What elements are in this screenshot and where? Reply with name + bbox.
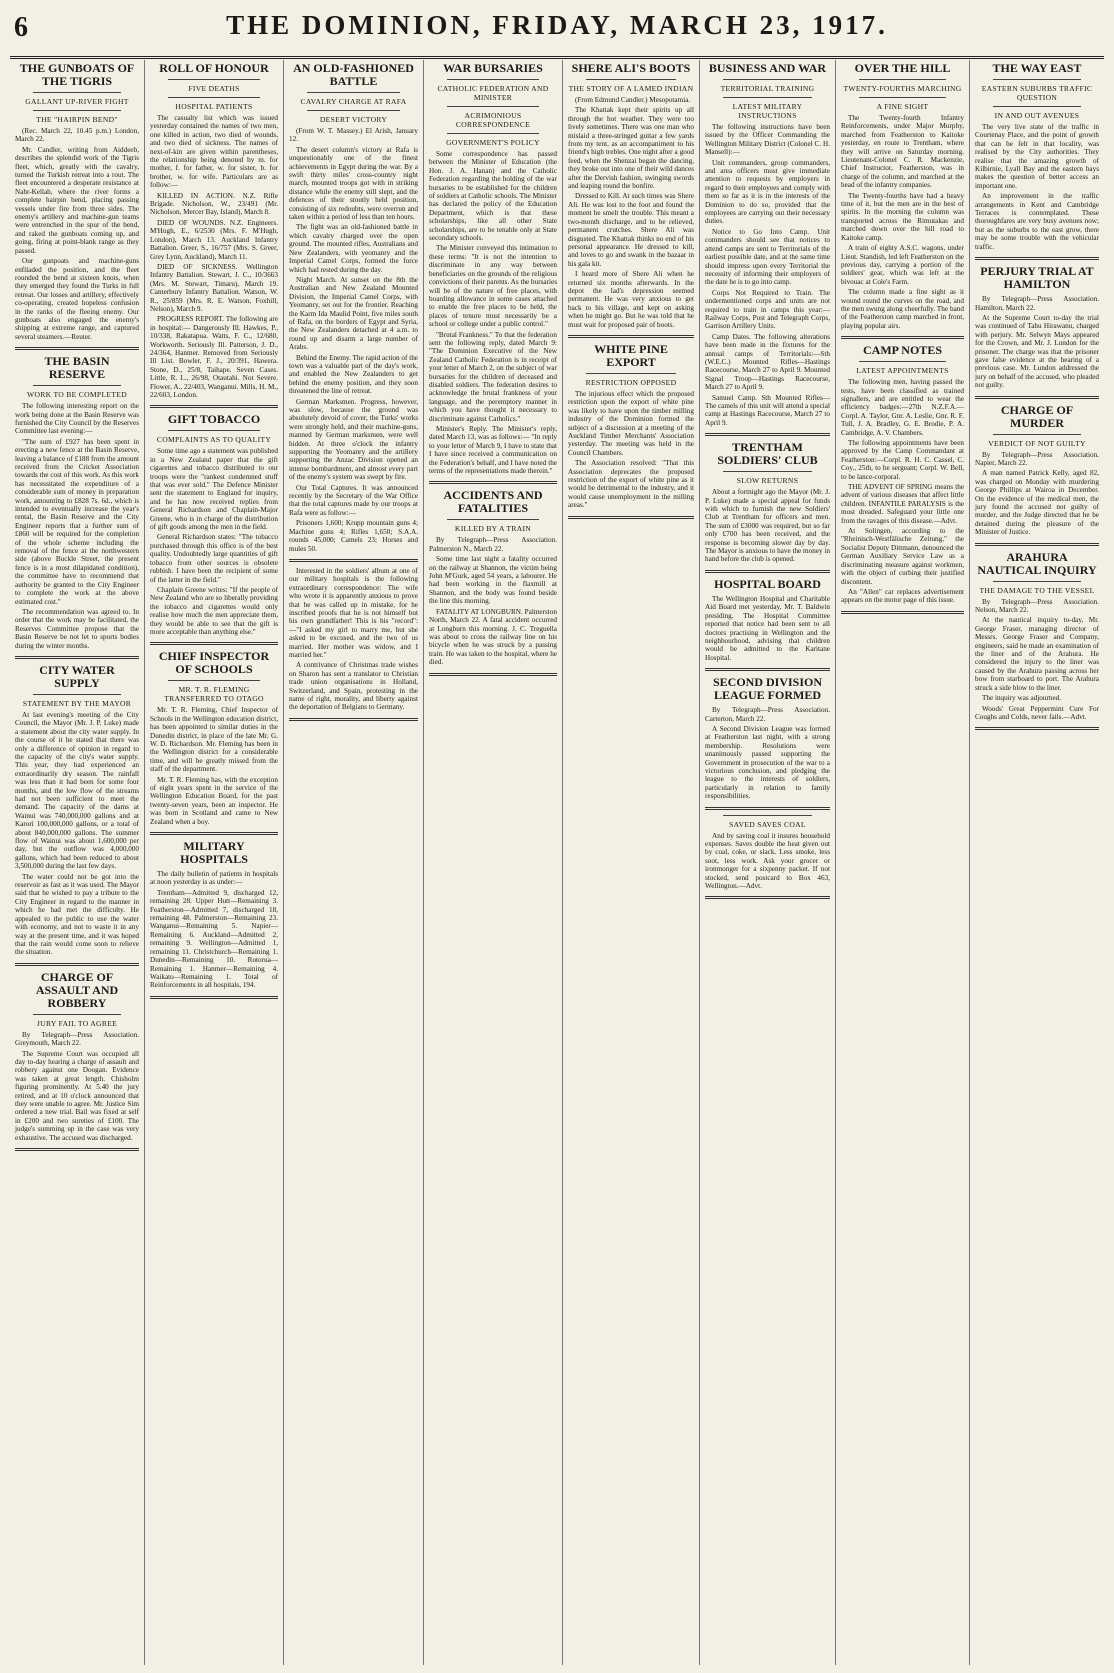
article-separator (568, 335, 694, 338)
article-separator (289, 718, 418, 721)
article-subheadline: CATHOLIC FEDERATION AND MINISTER (437, 84, 549, 102)
article-headline: CITY WATER SUPPLY (39, 662, 115, 690)
divider (447, 519, 539, 520)
article (841, 62, 964, 330)
article-headline: TRENTHAM SOLDIERS' CLUB (717, 440, 818, 468)
article (975, 404, 1099, 537)
article (705, 441, 830, 564)
article-subheadline: LATEST APPOINTMENTS (856, 366, 949, 376)
divider (993, 106, 1081, 107)
article-dateline: By Telegraph—Press Association. Nelson, March 22. (975, 597, 1099, 615)
article-paragraph: Behind the Enemy. The rapid action of the town was a valuable part of the day's work, and enabled the New Zealanders to get behind the enemy position, and they soon threatened the line of retreat. (289, 353, 418, 396)
article-paragraph: DIED OF WOUNDS. N.Z. Engineers. M'Hugh, E., 6/2530 (Mrs. F. M'Hugh, London), March 13. Auckland Infantry Battalion. Greer, S., 16/757 (Mrs. S. Greer, Grey Lynn, Auckland), March 11. (150, 218, 278, 261)
article-paragraph: The inquiry was adjourned. (982, 694, 1062, 703)
article-subheadline: THE DAMAGE TO THE VESSEL (979, 585, 1095, 595)
divider (447, 133, 539, 134)
article-subheadline: TWENTY-FOURTHS MARCHING (843, 84, 962, 93)
article (150, 650, 278, 826)
newspaper-title: THE DOMINION, FRIDAY, MARCH 23, 1917. (226, 10, 888, 40)
divider (723, 815, 812, 816)
article-paragraph: The Twenty-fourth Infantry Reinforcements, under Major Murphy, marched from Featherston to Kaitoke yesterday, en route to Trentham, where they will arrive on Saturday morning. Lieutenant-Colonel C. R. Mackenzie, Chief Instructor, Featherston, was in charge of the column, and marched at the head of the infantry companies. (841, 114, 964, 190)
article (429, 489, 557, 666)
article-subheadline: LATEST MILITARY INSTRUCTIONS (732, 102, 803, 120)
article-separator (568, 516, 694, 519)
article-paragraph: At the Supreme Court to-day the trial was continued of Tahu Hirawanu, charged with perjury. Mr. Selwyn Mays appeared for the Crown, and Mr. J. Lundon for the prisoner. The charge was that the prisoner gave false evidence at the hearing of a previous case. Mr. Lundon addressed the jury on behalf of the accused, who pleaded not guilty. (975, 313, 1099, 390)
article-paragraph: The injurious effect which the proposed restriction upon the export of white pine was likely to have upon the timber milling industry of the Dominion formed the subject of a discussion at a meeting of the Auckland Timber Merchants' Association yesterday. The meeting was held in the Council Chambers. (568, 389, 694, 457)
article-headline: SECOND DIVISION LEAGUE FORMED (712, 675, 823, 703)
article-paragraph: General Richardson states: "The tobacco purchased through this office is of the best quality. Undoubtedly large quantities of gift tobacco from other sources is obsolete rubbish. I have been the recipient of some of the latter in the field." (150, 533, 278, 584)
column-7 (836, 60, 970, 1665)
article-paragraph: Mr. Candler, writing from Aiddeeb, describes the splendid work of the Tigris fleet, which, greatly with the cavalry, turned the Turkish retreat into a rout. The fleet encountered a desperate resistance at Nahr-Kellah, where the river forms a complete hairpin bend, placing passing vessels under fire from three sides. The enemy's artillery and machine-gun teams were entrenched in the spur of the bend, and raked the gunboats coming up, and going, firing at point-blank range as they passed. (15, 145, 139, 255)
article (150, 62, 278, 399)
article-paragraph: Notice to Go Into Camp. Unit commanders should see that notices to attend camps are sent to Territorials of the earliest possible date, and at the same time should impress upon every Territorial the necessity of informing their employers of the date he is to go into camp. (705, 227, 830, 287)
article-subheadline: SLOW RETURNS (736, 476, 799, 486)
article-paragraph: The water could not be got into the reservoir as fast as it was used. The Mayor said that he wished to pay a tribute to the City Engineer in regard to the manner in which he had met the difficulty. He appealed to the public to use the water with economy, and not to waste it in any way at the present time, and it was hoped that the rain would come soon to relieve the situation. (15, 872, 139, 957)
article-separator (841, 611, 964, 614)
article-paragraph: At the nautical inquiry to-day, Mr. George Fraser, managing director of Messrs. George Fraser and Company, engineers, said he made an examination of the liner and of the Arahura. He considered the injury to the liner was caused by the Arahura passing across her bow from starboard to port. The Arahura struck a side blow to the liner. (975, 616, 1099, 692)
article-separator (705, 570, 830, 573)
article-subheadline: JURY FAIL TO AGREE (36, 1018, 118, 1028)
article-paragraph: PROGRESS REPORT. The following are in hospital:— Dangerously Ill. Hawkes, P., 10/338, Rakatapua. Watts, F. C., 12/680, Workworth. Seriously Ill. Patterson, J. D., 24/364, Hanmer. Removed from Seriously Ill List. Bowler, F. J., 20/391, Hawera. Stone, D., 25/8, Taihape. Seven Cases. Little, R. L., 26/98, Otautahi. Not Severe. Flower, A., 22/403, Wanganui. Mills, H. M., 22/603, London. (150, 315, 278, 399)
article-headline: WAR BURSARIES (443, 61, 543, 75)
article-paragraph: Interested in the soldiers' album at one of our military hospitals is the following extraordinary correspondence: The wife who wrote it is apparently anxious to prove that he was called up in mistake, for he inscribed proofs that he is not himself but his own grandfather! This is his "record":—"I asked my girl to marry me, but she asked to be excused, and the two of us married. Her mother was widow, and I married her." (289, 566, 418, 659)
masthead (10, 6, 1104, 59)
article-headline: PERJURY TRIAL AT HAMILTON (980, 264, 1094, 292)
article-headline: AN OLD-FASHIONED BATTLE (293, 61, 414, 88)
article-dateline: By Telegraph—Press Association. Palmerston N., March 22. (429, 536, 557, 553)
article-paragraph: Samuel Camp. Sth Mounted Rifles—The camels of this unit will attend a special camp at Hastings Racecourse, March 27 to April 9. (705, 393, 830, 427)
article-paragraph: Woods' Great Peppermint Cure For Coughs and Colds, never fails.—Advt. (975, 704, 1099, 721)
article (150, 413, 278, 636)
article-paragraph: The fight was an old-fashioned battle in which cavalry charged over the open ground. The mounted rifles, Australians and New Zealanders, with yeomanry and the Imperial Camel Corps, formed the force which had rested during the day. (289, 223, 418, 274)
article (568, 343, 694, 510)
article-separator (705, 807, 830, 810)
divider (447, 106, 539, 107)
article-headline: THE GUNBOATS OF THE TIGRIS (19, 61, 135, 88)
article-subheadline: DESERT VICTORY (319, 115, 388, 124)
divider (168, 430, 260, 431)
article (975, 62, 1099, 251)
article-paragraph: The Supreme Court was occupied all day to-day hearing a charge of assault and robbery against one Doogan. Evidence was taken at great length. Chisholm figuring prominently. At 5.40 the jury retired, and at 10 o'clock announced that they were unable to agree. Mr. Justice Sim ordered a new trial. Bail was fixed at self in £200 and two sureties of £100. The judge's summing up in the case was very exhaustive. The accused was discharged. (15, 1049, 139, 1142)
column-3 (284, 60, 424, 1665)
divider (33, 1014, 121, 1015)
article-subheadline: CAVALRY CHARGE AT RAFA (300, 97, 407, 106)
article-paragraph: German Marksmen. Progress, however, was slow, because the ground was absolutely devoid of cover, the Turks' works were strongly held, and their machine-guns, manned by German marksmen, were well hidden. At three o'clock the infantry supporting the Yeomanry and the artillery supporting the Anzac Division opened an intense bombardment, and almost every part of the enemy's system was swept by fire. (289, 397, 418, 482)
article-paragraph: THE ADVENT OF SPRING means the advent of various diseases that affect little children. INFANTILE PARALYSIS is the most dreaded. Safeguard your little one from the ravages of this disease.—Advt. (841, 483, 964, 525)
article-paragraph: The desert column's victory at Rafa is unquestionably one of the finest achievements in Egypt during the war. By a swift thirty miles' cross-country night march, mounted troops got with in striking distance while the enemy still slept, and the defences of their stoutly held position, consisting of six redoubts, were overrun and taken within a period of less than ten hours. (289, 145, 418, 222)
article-subheadline: VERDICT OF NOT GUILTY (988, 438, 1086, 448)
article-subheadline: STATEMENT BY THE MAYOR (22, 698, 132, 708)
article-headline: CHARGE OF ASSAULT AND ROBBERY (35, 969, 119, 1010)
column-4 (424, 60, 563, 1665)
divider (447, 79, 539, 80)
article-dateline: By Telegraph—Press Association. Hamilton, March 22. (975, 295, 1099, 312)
article-separator (150, 996, 278, 999)
page-columns (10, 60, 1104, 1665)
divider (586, 373, 676, 374)
article-headline: WHITE PINE EXPORT (594, 341, 668, 369)
article-separator (150, 832, 278, 835)
article (289, 62, 418, 553)
article-paragraph: Some time ago a statement was published in a New Zealand paper that the gift cigarettes and tobacco distributed to our troops were the "rankest condemned stuff that was ever sold." The Defence Minister sent the statement to England for inquiry, and he has now received replies from General Richardson and Chaplain-Major Greene, who is in charge of the distribution of gift goods among the men in the field. (150, 447, 278, 532)
article (975, 551, 1099, 722)
article-paragraph: At Solingen, according to the "Rheinisch-Westfälische Zeitung," the Socialist Deputy Dittmann, denounced the German Auxiliary Service Law as a discriminating measure against workmen, with the object of curbing their justified discontent. (841, 527, 964, 586)
article-headline: SHERE ALI'S BOOTS (571, 61, 691, 75)
article-dateline: By Telegraph—Press Association. Carterton, March 22. (705, 706, 830, 723)
article-paragraph: "The sum of £927 has been spent in erecting a new fence at the Basin Reserve, leaving a balance of £188 from the amount received from the Cricket Association towards the cost of this work. As this work has necessitated the expenditure of a considerable sum of money in preparation work, amounting to £828 7s. 6d., which is intended to eventually increase the year's rental, the Basin Reserve and the City Engineer reports that a further sum of £860 will be required for the completion of the whole scheme including the removal of the fence at the northwestern side (above Buckle Street, the present fence is in a most dilapidated condition), the committee have to recommend that authority be granted to the City Engineer to complete the work at the above estimated cost." (15, 437, 139, 606)
article-paragraph: The Wellington Hospital and Charitable Aid Board met yesterday, Mr. T. Baldwin presiding. The Hospital Committee reported that notice had been sent to all doctors practising in Wellington and the neighbourhood, advising that children would be admitted to the Karitane Hospital. (705, 594, 830, 662)
article (150, 840, 278, 990)
article-subheadline: SAVED SAVES COAL (729, 819, 806, 829)
article-headline: HOSPITAL BOARD (714, 576, 821, 591)
article-paragraph: Minister's Reply. The Minister's reply, dated March 13, was as follows:— "In reply to your letter of March 9, I have to state that I have since received a communication on the Federation's behalf, and I have noted the terms of the representations made therein." (429, 425, 557, 476)
article-subheadline: THE "HAIRPIN BEND" (36, 115, 118, 124)
article-paragraph: The following appointments have been approved by the Camp Commandant at Featherston:—Corpl. R. H. C. Cassel, C. Coy., 25th, to be sergeant; Corpl. W. Bell, to be lance-corporal. (841, 439, 964, 481)
article-paragraph: The following interesting report on the work being done at the Basin Reserve was furnished the City Council by the Reserves Committee last evening:— (15, 402, 139, 436)
article-subheadline: IN AND OUT AVENUES (994, 111, 1080, 120)
article-headline: THE BASIN RESERVE (44, 354, 110, 382)
article-separator (705, 668, 830, 671)
article-paragraph: Prisoners 1,600; Krupp mountain guns 4; Machine guns 4; Rifles 1,650; S.A.A. rounds 45,000; Camels 23; Horses and mules 50. (289, 519, 418, 553)
article-paragraph: The following men, having passed the tests, have been classified as trained signallers, and are entitled to wear the efficiency badges:—27th N.Z.F.A.—Corpl. A. Taylor, Gnr. A. Leslie, Gnr. R. F. Tull, J. A. Bradley, G. E. Brodie, P. A. Cambridge, A. V. Chambers. (841, 378, 964, 437)
article-separator (289, 559, 418, 562)
article-paragraph: The Khattak kept their spirits up all through the hot weather. They were too lively sometimes. There was one man who mislaid a three-stringed guitar a few yards from my tent, as an accompaniment to his friend's high trebles. One night after a good feed, when the Shenzai began the dancing, they broke out into one of their wild dances after the Dervish fashion, swinging swords and leaping round the bonfire. (568, 106, 694, 191)
divider (859, 361, 946, 362)
column-1 (10, 60, 145, 1665)
article-dateline: (From Edmund Candler.) Mesopotamia. (575, 96, 691, 104)
article-subheadline: A FINE SIGHT (876, 102, 929, 111)
article-paragraph: Some correspondence has passed between the Minister of Education (the Hon. J. A. Hanan) and the Catholic Federation regarding the holding of the war bursaries to be established for the children of soldiers at Catholic schools. The Minister has declared the policy of the Education Department, which is that these scholarships, like all other State scholarships, are to be tenable only at State secondary schools. (429, 150, 557, 243)
article-paragraph: Our gunpoats and machine-guns enfiladed the position, and the fleet rounded the bend at sixteen knots, when they emerged they found the Turks in full retreat. Our losses and artillery, effectively co-operating, created hopeless confusion in the ranks of the fleeing enemy. Our gunboats also engaged the enemy's shipping at extreme range, and captured several steamers.—Reuter. (15, 257, 139, 341)
divider (307, 110, 400, 111)
article-separator (705, 433, 830, 436)
article-separator (15, 1148, 139, 1151)
article-dateline: By Telegraph—Press Association. Napier, March 22. (975, 450, 1099, 467)
article-headline: OVER THE HILL (854, 61, 951, 75)
article-separator (150, 642, 278, 645)
article-paragraph: DIED OF SICKNESS. Wellington Infantry Battalion. Stewart, J. C., 10/3663 (Mrs. M. Stewart, Timaru), March 19. Canterbury Infantry Battalion. Watson, W. R., 25/859 (Mrs. R. E. Watson, Foxhill, Nelson), March 9. (150, 262, 278, 313)
article-paragraph: Corps Not Required to Train. The undermentioned corps and units are not required to train in camps this year:—Railway Corps, Post and Telegraph Corps, Garrison Artillery Units. (705, 288, 830, 331)
article-separator (975, 396, 1099, 399)
divider (993, 581, 1081, 582)
article-headline: CAMP NOTES (862, 343, 942, 358)
article-paragraph: The very live state of the traffic in Courtenay Place, and the point of growth that can be felt in that locality, was realised by the City authorities. They realise that the amazing growth of Kilbirnie, Lyall Bay and the eastern bays makes the question of better access an important one. (975, 123, 1099, 190)
article-headline: BUSINESS AND WAR (708, 61, 827, 75)
divider (33, 110, 121, 111)
article (289, 567, 418, 712)
article-subheadline: GOVERNMENT'S POLICY (446, 138, 540, 147)
article-subheadline: EASTERN SUBURBS TRAFFIC QUESTION (981, 84, 1093, 102)
article-paragraph: An improvement in the traffic arrangements in Kent and Cambridge Terraces is contemplated. These thoroughfares are very busy avenues now; but as the suburbs to the east grow, there may be some trouble with the vehicular traffic. (975, 192, 1099, 251)
article-paragraph: The Twenty-fourths have had a heavy time of it, but the men are in the best of spirits. In the morning the column was transported across the Rimutakas and marched down over the hill road to Kaitoke camp. (841, 191, 964, 242)
article-paragraph: Chaplain Greene writes: "If the people of New Zealand who are so liberally providing the tobacco and cigarettes would only realise how much the men appreciate them, they would be able to see that the gift is more acceptable than anything else." (150, 585, 278, 636)
article-paragraph: Night March. At sunset on the 8th the Australian and New Zealand Mounted Division, the Imperial Camel Corps, with Yeomanry, set out for the frontier. Reaching the Karm Ida Maulid Point, five miles south of Rafa, on the borders of Egypt and Syria, the New Zealanders detached at 4 a.m. to round up and disarm a large number of Arabs. (289, 275, 418, 352)
article-separator (150, 405, 278, 408)
article-separator (15, 347, 139, 350)
article-separator (975, 257, 1099, 260)
article-paragraph: The daily bulletin of patients in hospitals at noon yesterday is as under:— (150, 870, 278, 887)
article-paragraph: The recommendation was agreed to. In order that the work may be facilitated, the Reserves Committee propose that the Basin Reserve be not let to sports bodies during the winter months. (15, 607, 139, 650)
article-paragraph: The column made a fine sight as it wound round the curves on the road, and the men swung along cheerfully. The band of the Featherston camp marched in front, playing popular airs. (841, 288, 964, 330)
article-subheadline: COMPLAINTS AS TO QUALITY (156, 435, 272, 445)
divider (586, 79, 676, 80)
article-separator (15, 963, 139, 966)
article-headline: ROLL OF HONOUR (159, 61, 269, 75)
column-8 (970, 60, 1104, 1665)
page-number: 6 (14, 12, 28, 43)
divider (33, 694, 121, 695)
article-paragraph: I heard more of Shere Ali when he returned six months afterwards. In the depot the lad's depression seemed permanent. He was very anxious to get back to his village, and kept on asking when he might go. But he was told that he must wait for proposed pair of boots. (568, 270, 694, 329)
article-paragraph: Unit commanders, group commanders, and area officers must give immediate attention to requests by employers in regard to their employees and comply with them so far as it is in the interests of the Dominion to do so, provided that the employees are carrying out their necessary duties. (705, 158, 830, 226)
article-separator (429, 481, 557, 484)
article (705, 62, 830, 427)
article (429, 62, 557, 475)
article-headline: CHARGE OF MURDER (1000, 402, 1074, 430)
divider (307, 92, 400, 93)
article-dateline: (Rec. March 22, 10.45 p.m.) London, March 22. (15, 127, 139, 144)
article (705, 578, 830, 662)
article-separator (705, 896, 830, 899)
article-headline: MILITARY HOSPITALS (180, 839, 248, 867)
divider (993, 434, 1081, 435)
column-6 (700, 60, 836, 1665)
article-paragraph: About a fortnight ago the Mayor (Mr. J. P. Luke) made a special appeal for funds with which to furnish the new Soldiers' Club at Trentham for officers and men. The sum of £3000 was required, but so far only £700 has been received, and the response is becoming slower day by day. The Mayor is anxious to have the money in hand before the club is opened. (705, 488, 830, 564)
article (705, 815, 830, 891)
divider (168, 97, 260, 98)
article-paragraph: The Association resolved: "That this Association deprecates the proposed restriction of the export of white pine as it would be detrimental to the industry, and it would cause unemployment in the milling areas." (568, 459, 694, 510)
article-subheadline: TERRITORIAL TRAINING (720, 84, 815, 93)
article-paragraph: An "Allen" car replaces advertisement appears on the motor page of this issue. (841, 587, 964, 605)
divider (168, 680, 260, 681)
column-5 (563, 60, 700, 1665)
article (15, 62, 139, 341)
divider (168, 79, 260, 80)
article-paragraph: Mr. T. R. Fleming, Chief Inspector of Schools in the Wellington education district, has been appointed to similar duties in the Dunedin district, in place of the late Mr. G. W. D. Richardson. Mr. Fleming has been in the Wellington district for a considerable time, and will be greatly missed from the staff of the department. (150, 706, 278, 774)
article-separator (841, 336, 964, 339)
article-paragraph: KILLED IN ACTION. N.Z. Rifle Brigade. Nicholson, W., 23/491 (Mr. Nicholson, Mercer Bay, Island), March 8. (150, 191, 278, 217)
article-headline: CHIEF INSPECTOR OF SCHOOLS (158, 649, 270, 677)
article-subheadline: MR. T. R. FLEMING TRANSFERRED TO OTAGO (164, 685, 264, 704)
article (15, 664, 139, 957)
article (15, 971, 139, 1142)
article-paragraph: The Minister conveyed this intimation to these terms: "It is not the intention to discriminate in any way between beneficiaries on the grounds of the religious convictions of their parents. As the bursaries will be of the nature of free places, with boarding allowance in some cases attached to enable the free places to be held, the places of tenure must necessarily be a school or college under a public control." (429, 244, 557, 329)
article-dateline: (From W. T. Massey.) El Arish, January 12. (289, 127, 418, 144)
article-paragraph: At last evening's meeting of the City Council, the Mayor (Mr. J. P. Luke) made a statement about the city water supply. In the course of it he stated that there was only a difference of opinion in regard to the capacity of the city's water supply. This year, they had experienced an extraordinarily dry season. The rainfall was less than it had been for some four months, and the low flow of the streams had not been sufficient to meet the demand. The capacity of the dams at Wainui was 740,000,000 gallons and at Karori 100,000,000 gallons, or a total of about 840,000,000 gallons. The summer flow of Wainui was about 1,600,000 per day, but the outflow was 4,000,000 gallons, which had been reduced to about 3,500,000 during the last few days. (15, 710, 139, 871)
article (568, 62, 694, 329)
divider (723, 79, 812, 80)
divider (723, 471, 812, 472)
divider (723, 97, 812, 98)
article-paragraph: The following instructions have been issued by the Officer Commanding the Wellington Military District (Colonel C. H. Mansell):— (705, 123, 830, 157)
article (975, 265, 1099, 389)
article-subheadline: ACRIMONIOUS CORRESPONDENCE (455, 111, 531, 129)
article-dateline: By Telegraph—Press Association. Greymouth, March 22. (15, 1030, 139, 1048)
article-headline: GIFT TOBACCO (167, 412, 261, 427)
article-paragraph: Our Total Captures. It was announced recently by the Secretary of the War Office that the total captures made by our troops at Rafa were as follow:— (289, 483, 418, 517)
article-subheadline: THE STORY OF A LAMED INDIAN (568, 84, 694, 93)
article-headline: THE WAY EAST (992, 61, 1082, 75)
article-subheadline: HOSPITAL PATIENTS (175, 102, 253, 111)
article-paragraph: Some time last night a fatality occurred on the railway at Shannon, the victim being John M'Gurk, aged 54 years, a labourer. He had been working in the flaxmill at Shannon, and the body was found beside the line this morning. (429, 555, 557, 606)
article-separator (15, 656, 139, 659)
article-headline: ARAHURA NAUTICAL INQUIRY (977, 549, 1097, 577)
divider (859, 97, 946, 98)
article-paragraph: A train of eighty A.S.C. wagons, under Lieut. Standish, led left Featherston on the previous day, carrying a portion of the soldiers' gear, which was left at the bivouac at Cole's Farm. (841, 244, 964, 286)
article-paragraph: Camp Dates. The following alterations have been made in the fixtures for the annual camps of Territorials:—Sth (W.E.C.) Mounted Rifles—Hastings Racecourse, March 27 to April 9. Mounted Signal Troop—Hastings Racecourse, March 27 to April 9. (705, 332, 830, 392)
article-paragraph: A contrivance of Christmas trade wishes on Sharon has sent a translator to Christian trade union organisations in Holland, Switzerland, and Spain, protesting in the name of right, morality, and liberty against the deportation of Belgians to Germany. (289, 661, 418, 712)
article-subheadline: KILLED BY A TRAIN (454, 524, 532, 534)
article-subheadline: GALLANT UP-RIVER FIGHT (25, 97, 129, 106)
article-separator (429, 673, 557, 676)
divider (859, 79, 946, 80)
article-subheadline: FIVE DEATHS (188, 84, 240, 93)
article (705, 676, 830, 800)
article-paragraph: "Brutal Frankness." To that the federation sent the following reply, dated March 9: "The Dominion Executive of the New Zealand Catholic Federation is in receipt of your letter of March 2, on the subject of war bursaries for the children of deceased and disabled soldiers. The federation desires to acknowledge the brutal frankness of your language, and the peremptory manner in which you have thought it necessary to discriminate against Catholics." (429, 330, 557, 423)
article-paragraph: FATALITY AT LONGBURN. Palmerston North, March 22. A fatal accident occurred at Longburn this morning. J. C. Treguella was about to cross the railway line on his bicycle when he was struck by a passing train. He was taken to the hospital, where he died. (429, 607, 557, 667)
article (841, 344, 964, 605)
article (15, 355, 139, 650)
article-subheadline: WORK TO BE COMPLETED (26, 390, 127, 400)
article-headline: ACCIDENTS AND FATALITIES (443, 488, 543, 516)
divider (33, 92, 121, 93)
column-2 (145, 60, 284, 1665)
article-separator (975, 727, 1099, 730)
article-paragraph: Mr. T. R. Fleming has, with the exception of eight years spent in the service of the Wellington Education Board, for the past twenty-seven years, been an inspector. He was born in Scotland and came to New Zealand when a boy. (150, 775, 278, 826)
article-paragraph: Trentham—Admitted 9, discharged 12, remaining 28. Upper Hutt—Remaining 3. Featherston—Admitted 7, discharged 18, remaining 48. Palmerston—Remaining 23. Wanganui—Remaining 5. Napier—Remaining 6. Auckland—Admitted 2, remaining 9. Wellington—Admitted 1, remaining 11. Christchurch—Remaining 1. Dunedin—Remaining 10. Rotorua—Remaining 1. Hanmer—Remaining 4. Waikato—Remaining 1. Total of Reinforcements in all hospitals, 194. (150, 888, 278, 990)
divider (993, 79, 1081, 80)
article-subheadline: RESTRICTION OPPOSED (585, 377, 677, 387)
article-separator (975, 543, 1099, 546)
article-paragraph: The casualty list which was issued yesterday contained the names of two men, one killed in action, two died of wounds, and two died of sickness. The names of next-of-kin are given within parentheses, the relationship being denoted by m. for mother, f. for father, w. for sister, b. for brother, w. for wife. Particulars are as follow:— (150, 114, 278, 190)
article-paragraph: Dressed to Kill. At such times was Shere Ali. He was lost to the foot and found the moment he smelt the trouble. This meant a two-month discharge, and to be relieved, permanent crutches. Shere Ali was disgusted. The Khattak thinks no end of his personal appearance. He dressed to kill, and loves to go and swank in the bazaar in his gala kit. (568, 192, 694, 268)
article-paragraph: A Second Division League was formed at Featherston last night, with a strong membership. Resolutions were unanimously passed supporting the Government in prosecution of the war to a victorious conclusion, and pledging the league to the interests of soldiers, particularly in relation to family responsibilities. (705, 724, 830, 801)
article-paragraph: A man named Patrick Kelly, aged 82, was charged on Monday with murdering George Phillips at Wairoa in December. On the evidence of the medical men, the jury found the accused not guilty of murder, and the Judge directed that he be detained during the pleasure of the Minister of Justice. (975, 469, 1099, 537)
article-paragraph: And by saving coal it insures household expenses. Saves double the heat given out by coal, coke, or slack. Less smoke, less soot, less work. Ask your grocer or ironmonger for a sixpenny packet. If not stocked, send postcard to Box 463, Wellington.—Advt. (705, 831, 830, 891)
divider (33, 385, 121, 386)
